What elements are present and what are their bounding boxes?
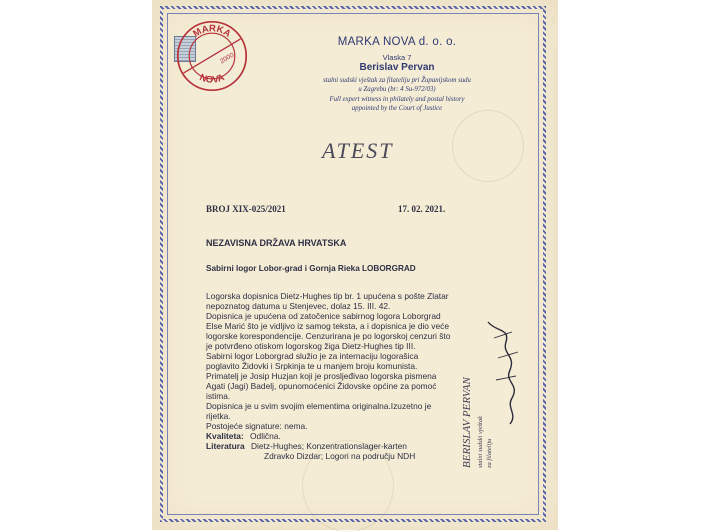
expert-title-line2: u Zagrebu (br: 4 Su-972/03) <box>358 86 436 93</box>
body-line: Agati (Jagi) Badelj, opunomoćenici Židovske općine za pomoć <box>206 381 437 391</box>
company-name: MARKA NOVA d. o. o. <box>337 36 457 48</box>
literature-line2: Zdravko Dizdar; Logori na području NDH <box>264 451 416 461</box>
literature-line1: Dietz-Hughes; Konzentrationslager-karten <box>250 441 407 451</box>
body-line: rijetka. <box>206 411 231 421</box>
body-line: nepoznatog datuma u Stenjevec, dolaz 15. III. 42. <box>206 301 391 311</box>
svg-text:NOVA <box>198 72 226 86</box>
expert-title-line3: Full expert witness in philately and postal history <box>329 96 465 103</box>
body-line: je potvrđeno otiskom logorskog žiga Dietz-Hughes tip III. <box>206 341 416 351</box>
expert-title-line1: stalni sudski vještak za filateliju pri Županijskom sudu <box>323 77 471 84</box>
quality-value: Odlična. <box>250 431 281 441</box>
body-line: poglavito Židovki i Srpkinja te u manjem broju komunista. <box>206 361 418 371</box>
signature-stamp <box>450 318 526 478</box>
quality-label: Kvaliteta: <box>206 431 244 441</box>
camp-heading: Sabirni logor Lobor-grad i Gornja Rieka LOBORGRAD <box>206 264 416 273</box>
literature-label: Literatura <box>206 441 245 451</box>
stamp-line2: za filateliju <box>486 438 493 468</box>
stamp-line1: stalni sudski vještak <box>477 416 484 468</box>
body-line: Else Marić što je vidljivo iz samog teksta, a i dopisnica je dio veće <box>206 321 449 331</box>
body-line: Logorska dopisnica Dietz-Hughes tip br. 1 upućena s pošte Zlatar <box>206 291 449 301</box>
faint-seal <box>452 110 524 182</box>
marka-nova-logo <box>174 18 250 94</box>
body-line: Postojeće signature: nema. <box>206 421 308 431</box>
expert-name: Berislav Pervan <box>359 62 435 73</box>
body-line: Dopisnica je upućena od zatočenice sabirnog logora Loborgrad <box>206 311 441 321</box>
body-line: Sabirni logor Loborgrad služio je za internaciju logorašica <box>206 351 419 361</box>
document-title: ATEST <box>322 138 394 163</box>
certificate-number: BROJ XIX-025/2021 <box>206 204 286 214</box>
logo-year: 2000 <box>219 51 236 66</box>
handwritten-signature <box>488 322 514 424</box>
logo-text-top: MARKA <box>191 23 233 40</box>
stamp-name: BERISLAV PERVAN <box>461 377 473 468</box>
body-line: Primatelj je Josip Huzjan koji je prosljeđivao logorska pismena <box>206 371 437 381</box>
logo-text-bottom: NOVA <box>197 72 227 86</box>
certificate-date: 17. 02. 2021. <box>398 204 446 214</box>
expert-title-line4: appointed by the Court of Justice <box>351 105 443 112</box>
state-heading: NEZAVISNA DRŽAVA HRVATSKA <box>206 238 347 248</box>
company-address: Vlaska 7 <box>382 53 412 62</box>
body-line: logorske korespondencije. Cenzurirana je po logorskoj cenzuri što <box>206 331 451 341</box>
body-line: istima. <box>206 391 231 401</box>
body-line: Dopisnica je u svim svojim elementima originalna.Izuzetno je <box>206 401 432 411</box>
certificate-page <box>152 0 558 530</box>
